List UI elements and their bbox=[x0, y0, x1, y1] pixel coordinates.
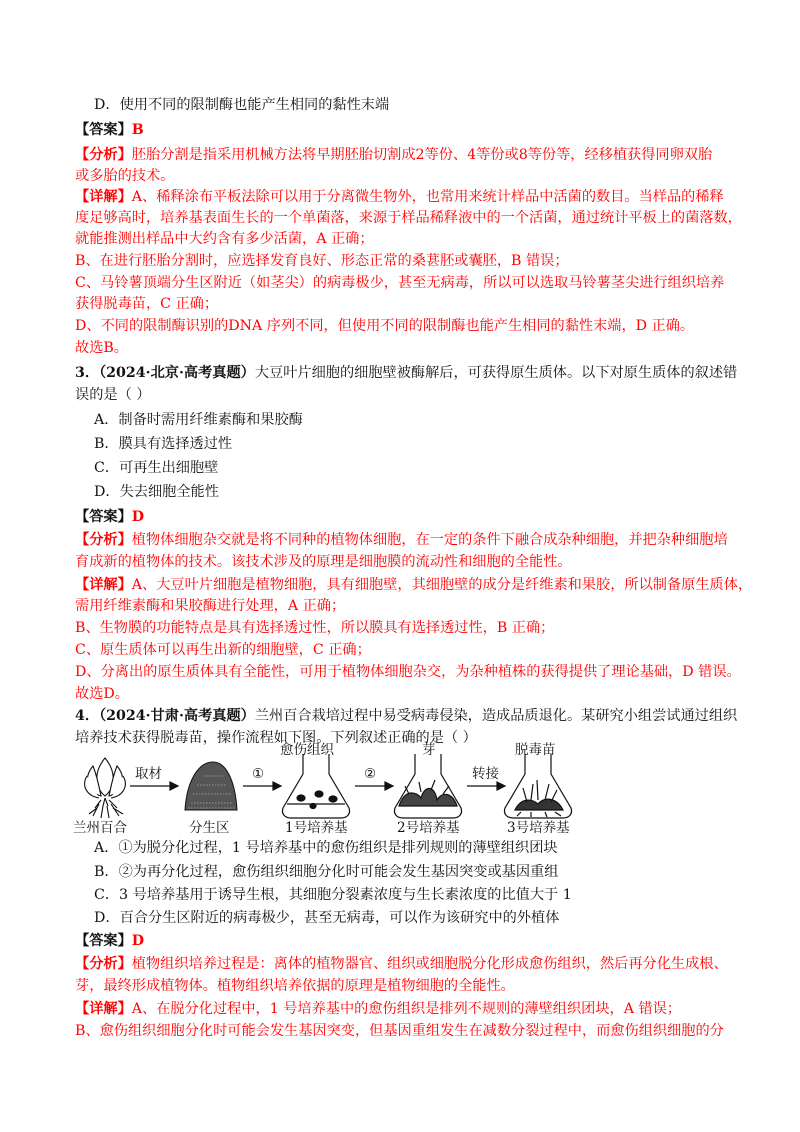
q4-analysis-line: 芽，最终形成植物体。植物组织培养依据的原理是植物细胞的全能性。 bbox=[75, 978, 515, 994]
q4-number: 4． bbox=[75, 708, 100, 724]
label-meristem: 分生区 bbox=[189, 820, 230, 836]
arrow-take-material bbox=[130, 782, 178, 790]
label-take-material: 取材 bbox=[135, 766, 162, 782]
q4-option-c: C．3 号培养基用于诱导生根，其细胞分裂素浓度与生长素浓度的比值大于 1 bbox=[94, 887, 572, 903]
analysis-line: 或多胎的技术。 bbox=[75, 168, 175, 184]
q4-detail-line: 【详解】A、在脱分化过程中，1 号培养基中的愈伤组织是排列不规则的薄壁组织团块，A 错误； bbox=[75, 1001, 682, 1017]
q4-analysis-line: 【分析】植物组织培养过程是：离体的植物器官、组织或细胞脱分化形成愈伤组织，然后再分化生成根、 bbox=[75, 956, 728, 972]
q4-option-d: D．百合分生区附近的病毒极少，甚至无病毒，可以作为该研究中的外植体 bbox=[94, 910, 560, 926]
q3-stem-line: 误的是（ ） bbox=[75, 387, 151, 403]
q4-answer-line bbox=[75, 931, 735, 951]
detail-tag: 【详解】 bbox=[75, 189, 132, 205]
label-medium-1: 1号培养基 bbox=[285, 820, 348, 836]
q4-option-a: A．①为脱分化过程，1 号培养基中的愈伤组织是排列规则的薄壁组织团块 bbox=[94, 840, 558, 856]
q4-source: （2024·甘肃·高考真题） bbox=[99, 708, 255, 724]
option-d: D．使用不同的限制酶也能产生相同的黏性末端 bbox=[94, 97, 390, 113]
label-callus: 愈伤组织 bbox=[280, 742, 334, 758]
detail-line: 获得脱毒苗，C 正确； bbox=[75, 296, 219, 312]
flask-medium-1 bbox=[282, 754, 349, 818]
analysis-tag: 【分析】 bbox=[75, 956, 132, 972]
answer-value: B bbox=[131, 122, 144, 138]
detail-line: D、不同的限制酶识别的DNA 序列不同，但使用不同的限制酶也能产生相同的黏性末端，D 正确。 bbox=[75, 318, 695, 334]
q3-stem: 3．（2024·北京·高考真题）大豆叶片细胞的细胞壁被酶解后，可获得原生质体。以下对原生质体的叙述错 bbox=[75, 365, 738, 381]
label-virus-free-seedling: 脱毒苗 bbox=[515, 742, 556, 758]
analysis-line: 【分析】胚胎分割是指采用机械方法将早期胚胎切割成2等份、4等份或8等份等，经移植获得同卵双胎 bbox=[75, 147, 713, 163]
q3-detail-line: 故选D。 bbox=[75, 686, 129, 702]
q3-analysis-line: 育成新的植物体的技术。该技术涉及的原理是细胞膜的流动性和细胞的全能性。 bbox=[75, 554, 572, 570]
q3-analysis-line: 【分析】植物体细胞杂交就是将不同种的植物体细胞，在一定的条件下融合成杂种细胞，并把杂种细胞培 bbox=[75, 532, 728, 548]
q4-detail-line: B、愈伤组织细胞分化时可能会发生基因突变，但基因重组发生在减数分裂过程中，而愈伤组织细胞的分 bbox=[75, 1023, 724, 1039]
analysis-tag: 【分析】 bbox=[75, 532, 132, 548]
arrow-transfer bbox=[467, 782, 505, 790]
detail-line: 故选B。 bbox=[75, 340, 128, 356]
meristem-illustration bbox=[185, 762, 237, 810]
q3-number: 3． bbox=[75, 365, 100, 381]
detail-line: 【详解】A、稀释涂布平板法除可以用于分离微生物外，也常用来统计样品中活菌的数目。当样品的稀释 bbox=[75, 189, 724, 205]
q3-detail-line: C、原生质体可以再生出新的细胞壁，C 正确； bbox=[75, 642, 371, 658]
answer-value: D bbox=[131, 933, 145, 949]
label-bud: 芽 bbox=[422, 742, 436, 758]
q3-option-d: D．失去细胞全能性 bbox=[94, 484, 219, 500]
arrow-step-2 bbox=[355, 782, 393, 790]
label-step-1: ① bbox=[252, 766, 265, 782]
q3-detail-line: D、分离出的原生质体具有全能性，可用于植物体细胞杂交，为杂种植株的获得提供了理论基础，D 错误。 bbox=[75, 664, 741, 680]
q3-detail-line: 需用纤维素酶和果胶酶进行处理，A 正确； bbox=[75, 598, 346, 614]
q3-answer-line bbox=[75, 507, 735, 527]
detail-line: 度足够高时，培养基表面生长的一个单菌落，来源于样品稀释液中的一个活菌，通过统计平板上的菌落数， bbox=[75, 210, 742, 226]
q4-stem: 4．（2024·甘肃·高考真题）兰州百合栽培过程中易受病毒侵染，造成品质退化。某研究小组尝试通过组织 bbox=[75, 708, 738, 724]
label-medium-3: 3号培养基 bbox=[507, 820, 570, 836]
answer-value: D bbox=[131, 509, 145, 525]
answer-tag: 【答案】 bbox=[75, 509, 132, 525]
flask-medium-2 bbox=[394, 754, 461, 818]
answer-line bbox=[75, 120, 735, 140]
q3-detail-line: B、生物膜的功能特点是具有选择透过性，所以膜具有选择透过性，B 正确； bbox=[75, 620, 555, 636]
q4-option-b: B．②为再分化过程，愈伤组织细胞分化时可能会发生基因突变或基因重组 bbox=[94, 864, 559, 880]
q3-option-c: C．可再生出细胞壁 bbox=[94, 460, 219, 476]
q4-stem-line: 培养技术获得脱毒苗，操作流程如下图。下列叙述正确的是（ ） bbox=[75, 730, 477, 746]
tissue-culture-flow-diagram bbox=[73, 742, 575, 836]
analysis-tag: 【分析】 bbox=[75, 147, 132, 163]
detail-line: C、马铃薯顶端分生区附近（如茎尖）的病毒极少，甚至无病毒，所以可以选取马铃薯茎尖进行组织培养 bbox=[75, 275, 725, 291]
q3-detail-line: 【详解】A、大豆叶片细胞是植物细胞，具有细胞壁，其细胞壁的成分是纤维素和果胶，所以制备原生质体， bbox=[75, 577, 753, 593]
arrow-step-1 bbox=[243, 782, 281, 790]
label-transfer: 转接 bbox=[472, 766, 499, 782]
flask-medium-3 bbox=[504, 754, 571, 818]
q3-source: （2024·北京·高考真题） bbox=[99, 365, 255, 381]
detail-line: 就能推测出样品中大约含有多少活菌，A 正确； bbox=[75, 231, 374, 247]
answer-tag: 【答案】 bbox=[75, 933, 132, 949]
label-medium-2: 2号培养基 bbox=[397, 820, 460, 836]
q3-option-a: A．制备时需用纤维素酶和果胶酶 bbox=[94, 412, 303, 428]
q3-option-b: B．膜具有选择透过性 bbox=[94, 436, 233, 452]
detail-tag: 【详解】 bbox=[75, 577, 132, 593]
answer-tag: 【答案】 bbox=[75, 122, 132, 138]
detail-line: B、在进行胚胎分割时，应选择发育良好、形态正常的桑葚胚或囊胚，B 错误； bbox=[75, 253, 569, 269]
label-lanzhou-lily: 兰州百合 bbox=[73, 820, 127, 836]
label-step-2: ② bbox=[364, 766, 377, 782]
lily-plant-illustration bbox=[85, 758, 126, 818]
detail-tag: 【详解】 bbox=[75, 1001, 132, 1017]
